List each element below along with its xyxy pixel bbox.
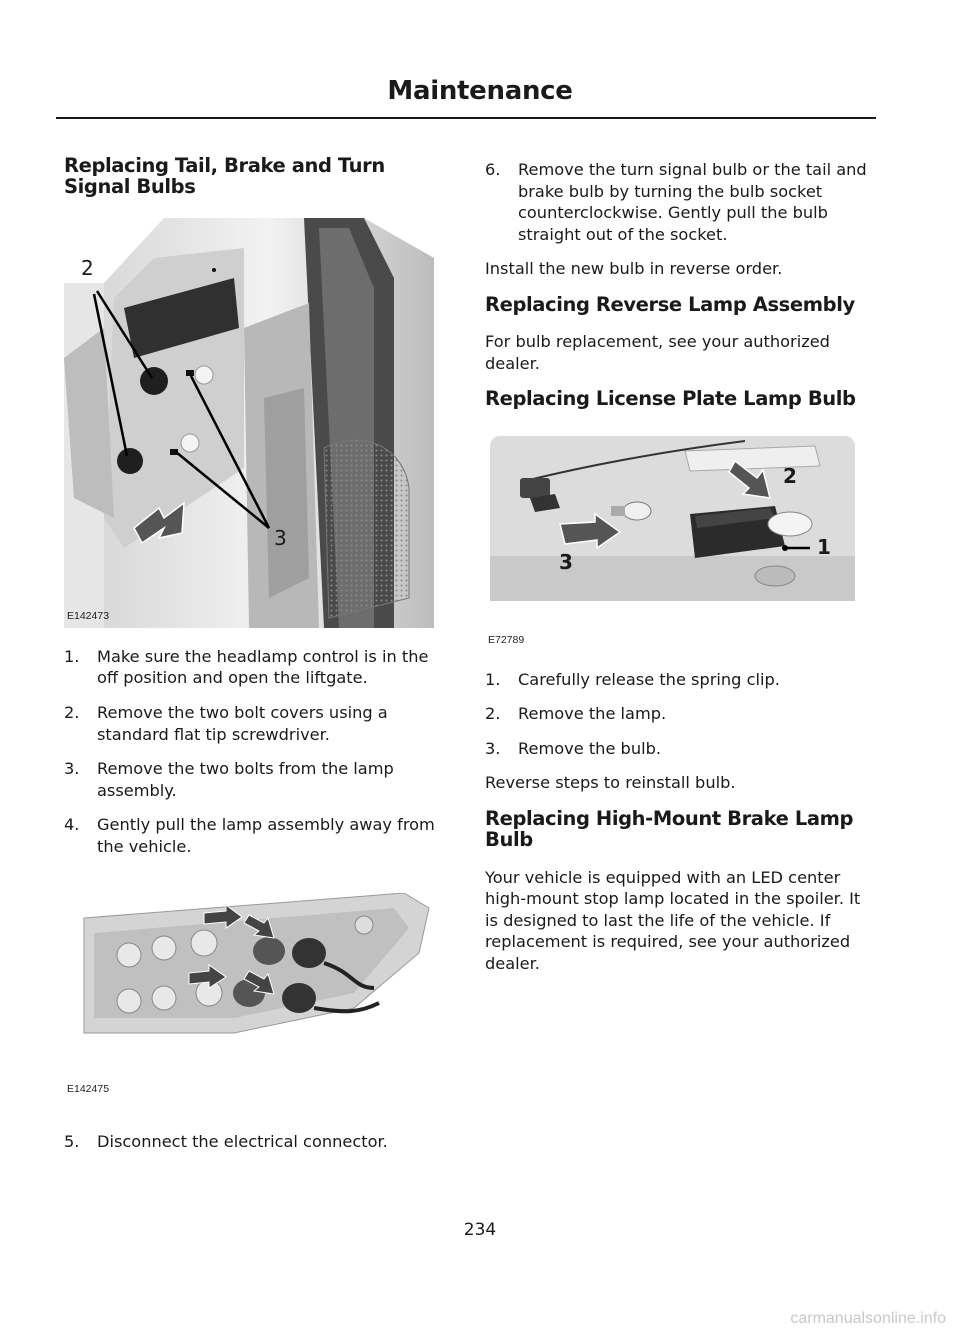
disconnect-step (64, 1131, 444, 1153)
step-number: 6. (485, 160, 501, 179)
step-number: 1. (64, 646, 80, 666)
license-lamp-steps (485, 669, 875, 760)
callout-label-1: 1 (817, 534, 831, 559)
list-item (64, 814, 444, 857)
reverse-lamp-text: For bulb replacement, see your authorized dealer. (485, 332, 830, 373)
tail-lamp-steps (64, 646, 444, 857)
high-mount-text: Your vehicle is equipped with an LED center high-mount stop lamp located in the spoiler. It is designed to last the life of the vehicle. If replacement is required, see your authorized dealer. (485, 867, 861, 973)
callout-label-2: 2 (81, 255, 94, 280)
step-number: 5. (64, 1132, 80, 1152)
list-item (485, 159, 875, 245)
right-column (485, 155, 875, 989)
list-item (485, 738, 875, 760)
list-item (64, 702, 444, 745)
step-text: Remove the lamp. (518, 704, 667, 724)
figure-code: E72789 (488, 633, 525, 646)
section-heading-high-mount: Replacing High-Mount Brake Lamp Bulb (485, 806, 854, 852)
lamp-assembly-illustration (64, 893, 434, 1096)
tail-lamp-illustration (64, 218, 434, 628)
header-divider (56, 117, 876, 119)
section-heading-license-plate: Replacing License Plate Lamp Bulb (485, 387, 856, 411)
step-text: Remove the turn signal bulb or the tail and brake bulb by turning the bulb socket counterclockwise. Gently pull the bulb straight out of the socket. (518, 160, 867, 244)
callout-label-3: 3 (274, 525, 287, 550)
step-text: Remove the two bolt covers using a standard flat tip screwdriver. (97, 702, 388, 744)
list-item (64, 758, 444, 801)
callout-label-2: 2 (783, 463, 797, 488)
figure-code: E142475 (67, 1083, 110, 1096)
figure-license-plate-lamp (485, 436, 865, 651)
figure-tail-lamp-liftgate (64, 218, 434, 628)
license-lamp-illustration (485, 436, 865, 616)
step-number: 3. (485, 738, 501, 758)
callout-label-3: 3 (559, 549, 573, 574)
list-item (64, 1131, 444, 1153)
figure-code: E142473 (67, 609, 110, 622)
left-column (64, 155, 444, 1166)
bulb-removal-step (485, 159, 875, 245)
page-number: 234 (463, 1220, 497, 1240)
reinstall-note: Reverse steps to reinstall bulb. (485, 773, 736, 793)
step-text: Carefully release the spring clip. (518, 669, 780, 689)
step-text: Remove the two bolts from the lamp assembly. (97, 759, 394, 800)
section-heading-reverse-lamp: Replacing Reverse Lamp Assembly (485, 292, 855, 316)
list-item (485, 703, 875, 725)
step-text: Disconnect the electrical connector. (97, 1132, 388, 1152)
section-heading-tail-brake: Replacing Tail, Brake and Turn Signal Bulbs (64, 154, 385, 199)
watermark: carmanualsonline.info (790, 1310, 946, 1327)
step-text: Remove the bulb. (518, 738, 661, 758)
step-number: 2. (64, 702, 80, 722)
step-number: 4. (64, 815, 80, 835)
step-number: 2. (485, 704, 501, 724)
step-text: Make sure the headlamp control is in the off position and open the liftgate. (97, 646, 429, 688)
install-note: Install the new bulb in reverse order. (485, 259, 783, 279)
step-text: Gently pull the lamp assembly away from the vehicle. (97, 815, 435, 856)
step-number: 1. (485, 669, 501, 689)
list-item (485, 669, 875, 691)
figure-lamp-assembly-rear (64, 893, 434, 1113)
page-title: Maintenance (387, 76, 573, 106)
step-number: 3. (64, 759, 80, 779)
list-item (64, 646, 444, 689)
